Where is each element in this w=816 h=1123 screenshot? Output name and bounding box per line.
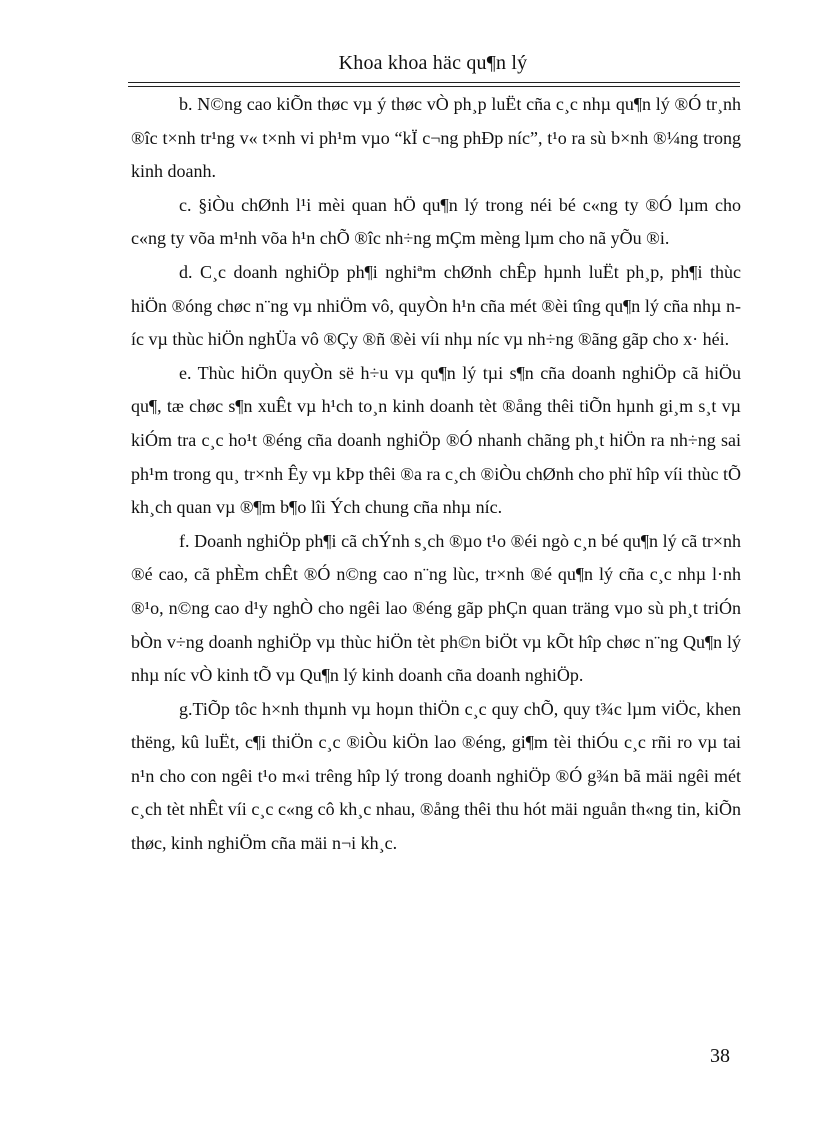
paragraph-d: d. C¸c doanh nghiÖp ph¶i nghiªm chØnh chÊp hµnh luËt ph¸p, ph¶i thùc hiÖn ®óng chøc n¨ng vµ nhiÖm vô, quyÒn h¹n cña mét ®èi tîng qu¶n lý cña nhµ níc vµ thùc hiÖn nghÜa vô ®Çy ®ñ ®èi víi nhµ níc vµ nh÷ng ®ãng gãp cho x· héi. bbox=[131, 261, 741, 350]
header-rule-bottom bbox=[128, 86, 740, 87]
paragraph-e: e. Thùc hiÖn quyÒn së h÷u vµ qu¶n lý tµi s¶n cña doanh nghiÖp cã hiÖu qu¶, tæ chøc s¶n xuÊt vµ h¹ch to¸n kinh doanh tèt ®ång thêi tiÕn hµnh gi¸m s¸t vµ kiÓm tra c¸c ho¹t ®éng cña doanh nghiÖp ®Ó nhanh chãng ph¸t hiÖn ra nh÷ng sai ph¹m trong qu¸ tr×nh Êy vµ kÞp thêi ®a ra c¸ch ®iÒu chØnh cho phï hîp víi thùc tÕ kh¸ch quan vµ ®¶m b¶o lîi Ých chung cña nhµ níc. bbox=[131, 362, 741, 518]
paragraph-g: g.TiÕp tôc h×nh thµnh vµ hoµn thiÖn c¸c quy chÕ, quy t¾c lµm viÖc, khen thëng, kû luËt, c¶i thiÖn c¸c ®iÒu kiÖn lao ®éng, gi¶m tèi thiÓu c¸c rñi ro vµ tai n¹n cho con ngêi t¹o m«i trêng hîp lý trong doanh nghiÖp ®Ó g¾n bã mäi ngêi mét c¸ch tèt nhÊt víi c¸c c«ng cô kh¸c nhau, ®ång thêi thu hót mäi nguån th«ng tin, kiÕn thøc, kinh nghiÖm cña mäi n¬i kh¸c. bbox=[131, 698, 741, 854]
header-rule-top bbox=[128, 82, 740, 83]
document-body bbox=[131, 88, 741, 861]
page-header-title: Khoa khoa häc qu¶n lý bbox=[338, 52, 528, 74]
paragraph-b: b. N©ng cao kiÕn thøc vµ ý thøc vÒ ph¸p luËt cña c¸c nhµ qu¶n lý ®Ó tr¸nh ®îc t×nh tr¹ng v« t×nh vi ph¹m vµo “kÏ c¬ng phÐp níc”, t¹o ra sù b×nh ®¼ng trong kinh doanh. bbox=[131, 94, 741, 182]
paragraph-c: c. §iÒu chØnh l¹i mèi quan hÖ qu¶n lý trong néi bé c«ng ty ®Ó lµm cho c«ng ty võa m¹nh võa h¹n chÕ ®îc nh÷ng mÇm mèng lµm cho nã yÕu ®i. bbox=[131, 194, 741, 249]
paragraph-f: f. Doanh nghiÖp ph¶i cã chÝnh s¸ch ®µo t¹o ®éi ngò c¸n bé qu¶n lý cã tr×nh ®é cao, cã phÈm chÊt ®Ó n©ng cao n¨ng lùc, tr×nh ®é qu¶n lý cña c¸c nhµ l·nh ®¹o, n©ng cao d¹y nghÒ cho ngêi lao ®éng gãp phÇn quan träng vµo sù ph¸t triÓn bÒn v÷ng doanh nghiÖp vµ thùc hiÖn tèt ph©n biÖt vµ kÕt hîp chøc n¨ng Qu¶n lý nhµ níc vÒ kinh tÕ vµ Qu¶n lý kinh doanh cña doanh nghiÖp. bbox=[131, 530, 741, 686]
page-number: 38 bbox=[710, 1045, 730, 1067]
